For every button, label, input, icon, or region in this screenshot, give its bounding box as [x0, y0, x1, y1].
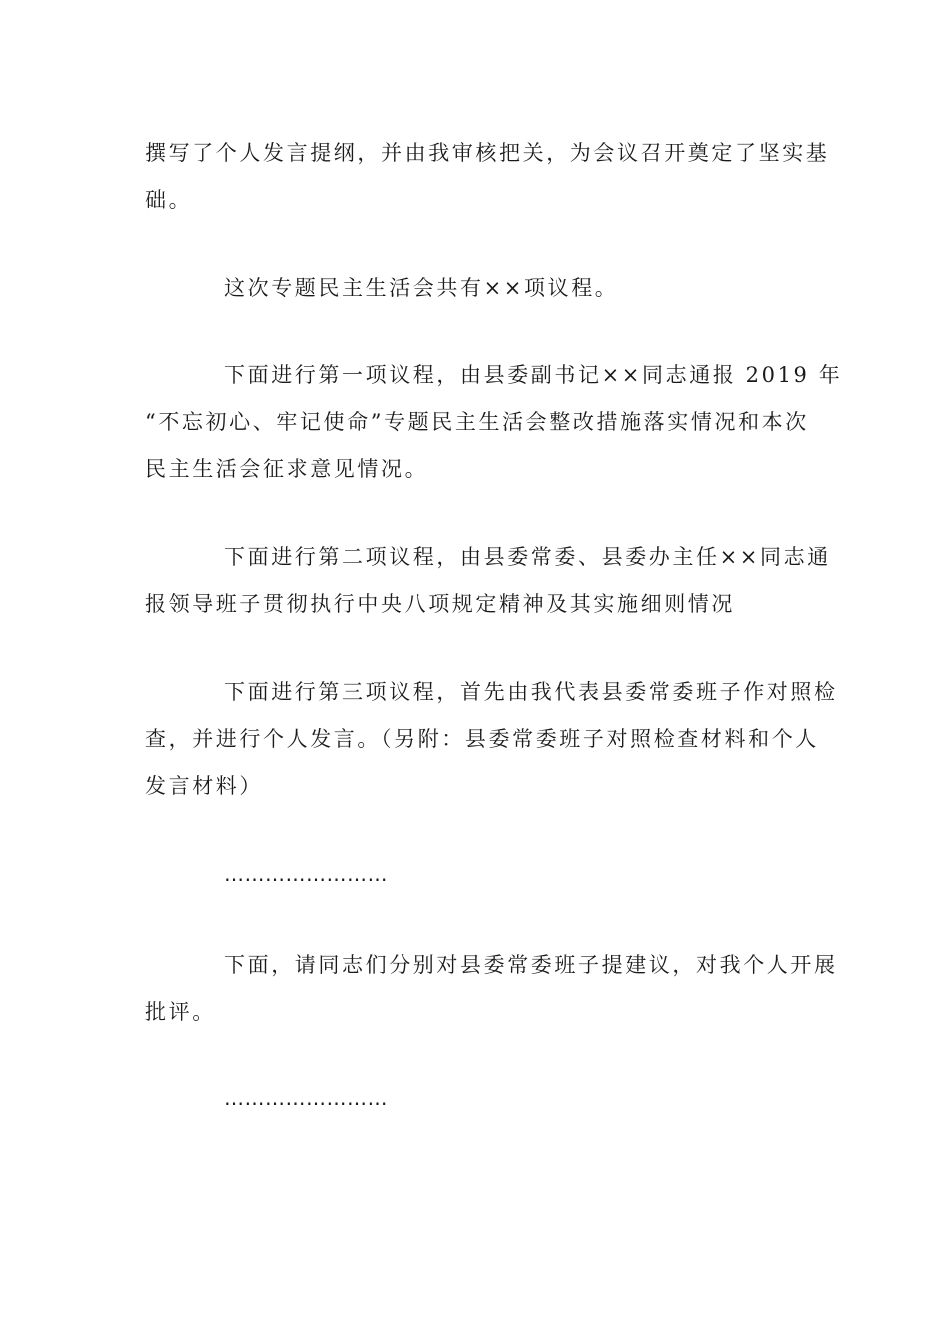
paragraph-2-line-1: 这次专题民主生活会共有××项议程。: [224, 276, 619, 300]
paragraph-4-line-2: 报领导班子贯彻执行中央八项规定精神及其实施细则情况: [145, 592, 735, 616]
paragraph-3-line-1: 下面进行第一项议程，由县委副书记××同志通报 2019 年: [224, 363, 843, 387]
ellipsis-separator-1: ……………………: [224, 862, 388, 886]
paragraph-5-line-1: 下面进行第三项议程，首先由我代表县委常委班子作对照检: [224, 680, 838, 704]
paragraph-1-line-1: 撰写了个人发言提纲，并由我审核把关，为会议召开奠定了坚实基: [145, 141, 830, 165]
paragraph-5-line-3: 发言材料）: [145, 774, 263, 798]
paragraph-4-line-1: 下面进行第二项议程，由县委常委、县委办主任××同志通: [224, 545, 831, 569]
paragraph-7-line-1: 下面，请同志们分别对县委常委班子提建议，对我个人开展: [224, 953, 838, 977]
paragraph-3-line-2: “不忘初心、牢记使命”专题民主生活会整改措施落实情况和本次: [145, 410, 809, 434]
paragraph-7-line-2: 批评。: [145, 1000, 216, 1024]
ellipsis-separator-2: ……………………: [224, 1086, 388, 1110]
paragraph-5-line-2: 查，并进行个人发言。（另附：县委常委班子对照检查材料和个人: [145, 727, 819, 751]
paragraph-1-line-2: 础。: [145, 188, 193, 212]
paragraph-3-line-3: 民主生活会征求意见情况。: [145, 457, 429, 481]
